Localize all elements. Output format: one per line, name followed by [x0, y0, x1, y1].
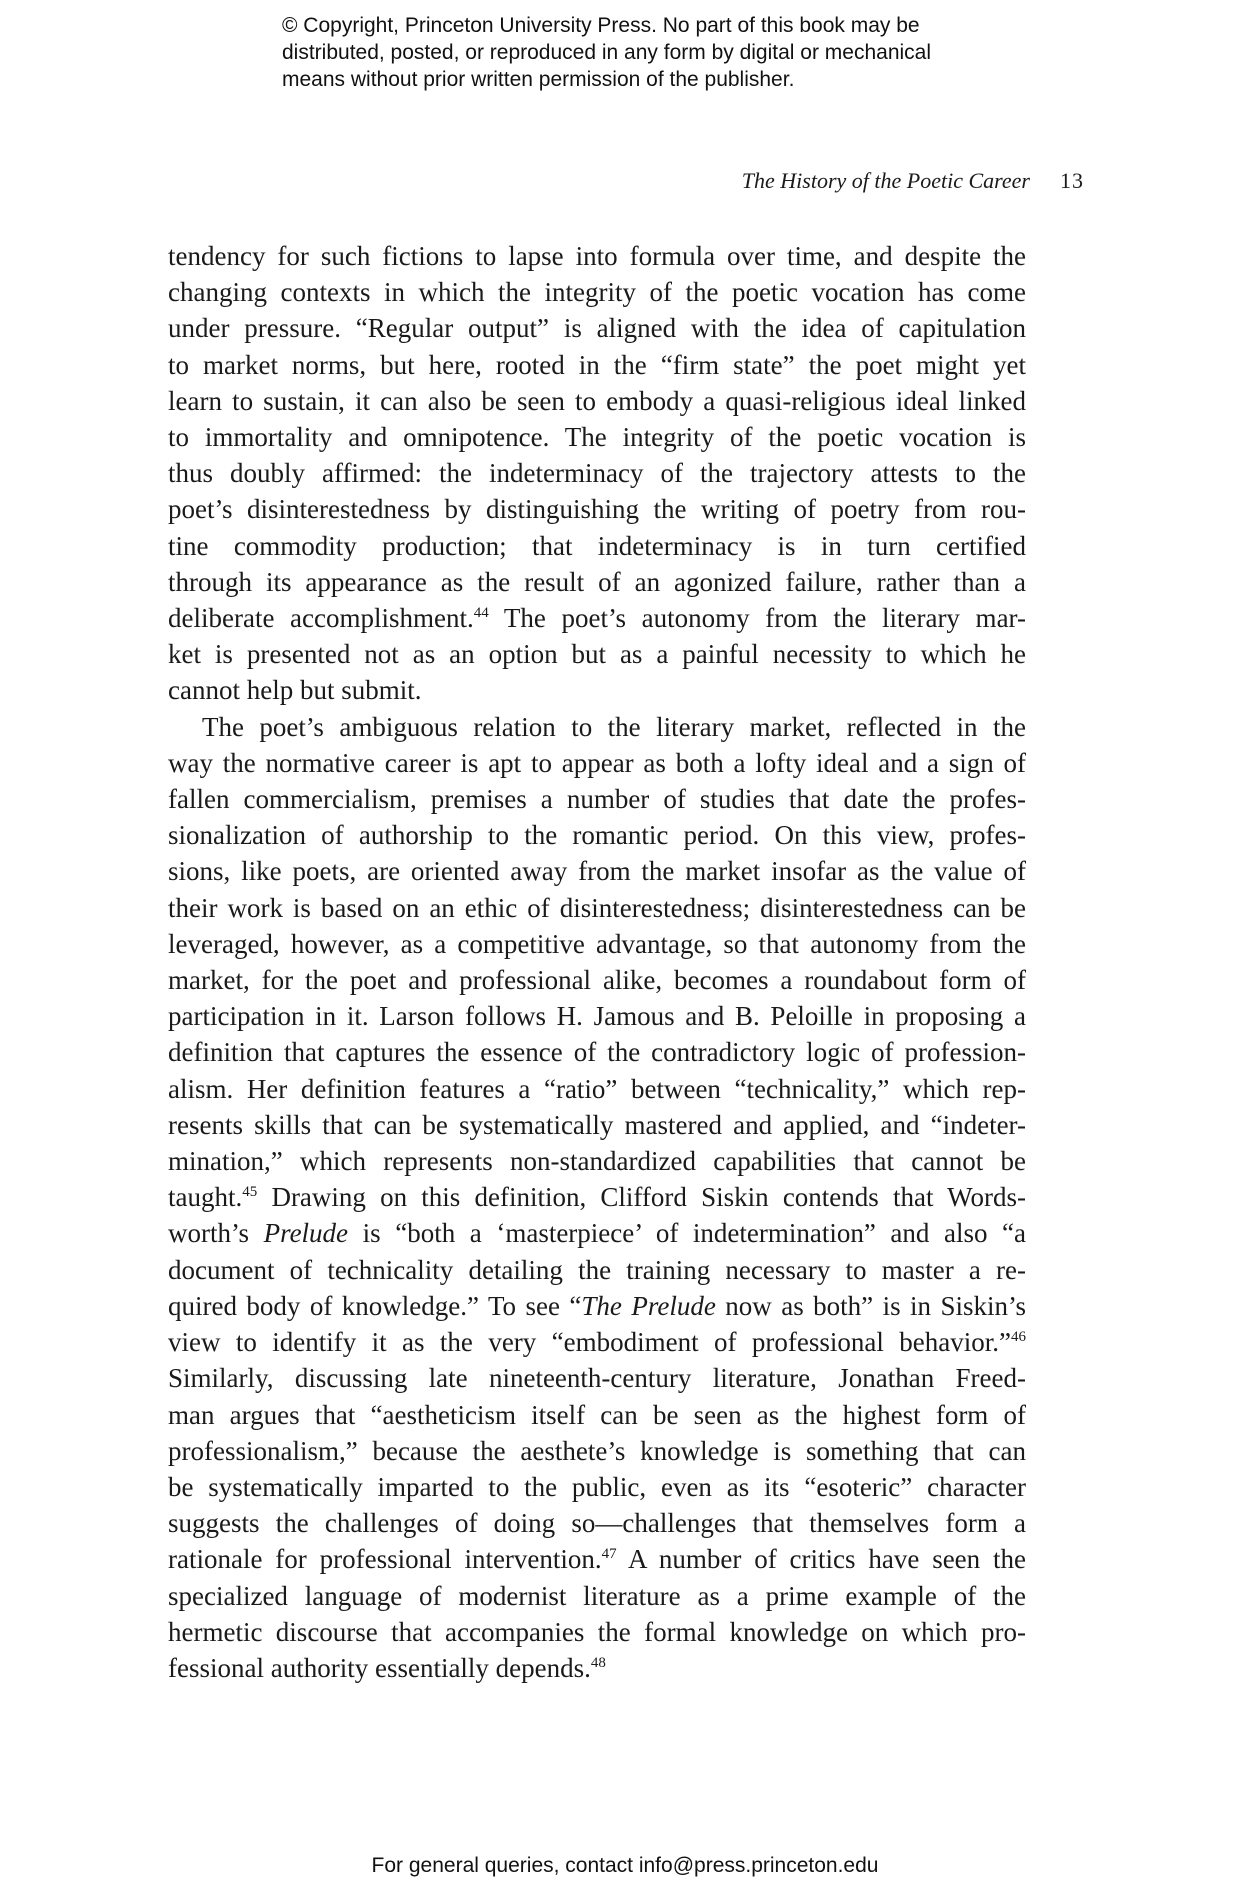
text-segment: quired body of knowledge.” To see “ [168, 1290, 582, 1321]
text-line: through its appearance as the result of an agonized failure, rather than a [168, 566, 1026, 597]
text-line: participation in it. Larson follows H. Jamous and B. Peloille in proposing a [168, 1001, 1026, 1032]
footnote-ref: 44 [473, 605, 489, 622]
text-segment: A number of critics have seen the [616, 1544, 1026, 1575]
text-line: under pressure. “Regular output” is aligned with the idea of capitulation [168, 313, 1026, 344]
text-line: hermetic discourse that accompanies the formal knowledge on which pro- [168, 1616, 1026, 1647]
footnote-ref: 45 [242, 1184, 258, 1201]
text-line: to market norms, but here, rooted in the “firm state” the poet might yet [168, 349, 1026, 380]
text-line [168, 1179, 1026, 1215]
text-line: tine commodity production; that indeterminacy is in turn certified [168, 530, 1026, 561]
paragraph [168, 709, 1026, 1686]
text-segment: fessional authority essentially depends. [168, 1652, 591, 1683]
text-line: poet’s disinterestedness by distinguishing the writing of poetry from rou- [168, 494, 1026, 525]
text-segment: deliberate accomplishment. [168, 603, 474, 634]
work-title: The Prelude [581, 1290, 716, 1321]
footnote-ref: 46 [1011, 1329, 1026, 1346]
text-line: resents skills that can be systematically mastered and applied, and “indeter- [168, 1109, 1026, 1140]
paragraph [168, 238, 1026, 709]
text-segment: The poet’s autonomy from the literary mar- [488, 603, 1026, 634]
text-line: ket is presented not as an option but as a painful necessity to which he [168, 639, 1026, 670]
text-line: cannot help but submit. [168, 675, 422, 706]
text-line [168, 1288, 1026, 1324]
text-line: The poet’s ambiguous relation to the literary market, reflected in the [202, 711, 1026, 742]
body-text [168, 238, 1026, 1686]
text-line: mination,” which represents non-standardized capabilities that cannot be [168, 1146, 1026, 1177]
text-segment: now as both” is in Siskin’s [715, 1290, 1027, 1321]
text-line: sions, like poets, are oriented away from the market insofar as the value of [168, 856, 1026, 887]
text-segment: worth’s [168, 1218, 264, 1249]
text-segment: rationale for professional intervention. [168, 1544, 602, 1575]
running-head-title: The History of the Poetic Career [741, 168, 1030, 193]
text-line: man argues that “aestheticism itself can be seen as the highest form of [168, 1399, 1026, 1430]
text-line: professionalism,” because the aesthete’s knowledge is something that can [168, 1435, 1026, 1466]
text-line [168, 1324, 1026, 1360]
text-line: tendency for such fictions to lapse into formula over time, and despite the [168, 241, 1026, 271]
text-segment: Drawing on this definition, Clifford Siskin contends that Words- [257, 1182, 1026, 1213]
text-line: document of technicality detailing the training necessary to master a re- [168, 1254, 1026, 1285]
text-line: sionalization of authorship to the romantic period. On this view, profes- [168, 820, 1026, 851]
text-line: way the normative career is apt to appear as both a lofty ideal and a sign of [168, 747, 1026, 778]
running-head [168, 168, 1084, 194]
footnote-ref: 47 [601, 1546, 617, 1563]
text-line: to immortality and omnipotence. The integrity of the poetic vocation is [168, 422, 1026, 453]
text-line: thus doubly affirmed: the indeterminacy of the trajectory attests to the [168, 458, 1026, 489]
text-line [168, 600, 1026, 636]
text-line: learn to sustain, it can also be seen to embody a quasi-religious ideal linked [168, 385, 1026, 416]
copyright-line: means without prior written permission of the publisher. [282, 68, 795, 91]
copyright-line: distributed, posted, or reproduced in any form by digital or mechanical [282, 41, 932, 64]
text-line: changing contexts in which the integrity of the poetic vocation has come [168, 277, 1026, 308]
text-line: leveraged, however, as a competitive advantage, so that autonomy from the [168, 928, 1026, 959]
text-segment: taught. [168, 1182, 243, 1213]
text-segment: view to identify it as the very “embodiment of professional behavior.” [168, 1327, 1011, 1358]
text-line: suggests the challenges of doing so—challenges that themselves form a [168, 1508, 1026, 1539]
page-number: 13 [1060, 168, 1084, 193]
copyright-line: © Copyright, Princeton University Press. No part of this book may be [282, 14, 920, 37]
footer-contact [0, 1854, 1250, 1878]
text-line: definition that captures the essence of the contradictory logic of profession- [168, 1037, 1026, 1068]
text-line [168, 1541, 1026, 1577]
text-line: alism. Her definition features a “ratio” between “technicality,” which rep- [168, 1073, 1026, 1104]
footnote-ref: 48 [590, 1654, 606, 1671]
text-line: Similarly, discussing late nineteenth-century literature, Jonathan Freed- [168, 1363, 1026, 1394]
text-line: their work is based on an ethic of disinterestedness; disinterestedness can be [168, 892, 1026, 923]
text-line: specialized language of modernist literature as a prime example of the [168, 1580, 1026, 1611]
footer-text: For general queries, contact info@press.princeton.edu [371, 1854, 879, 1877]
copyright-notice [282, 12, 1042, 93]
text-segment: is “both a ‘masterpiece’ of indetermination” and also “a [348, 1218, 1026, 1249]
text-line: fallen commercialism, premises a number of studies that date the profes- [168, 784, 1026, 815]
text-line [168, 1650, 1026, 1686]
text-line [168, 1215, 1026, 1251]
text-line: be systematically imparted to the public, even as its “esoteric” character [168, 1471, 1026, 1502]
work-title: Prelude [263, 1218, 349, 1249]
text-line: market, for the poet and professional alike, becomes a roundabout form of [168, 965, 1026, 996]
